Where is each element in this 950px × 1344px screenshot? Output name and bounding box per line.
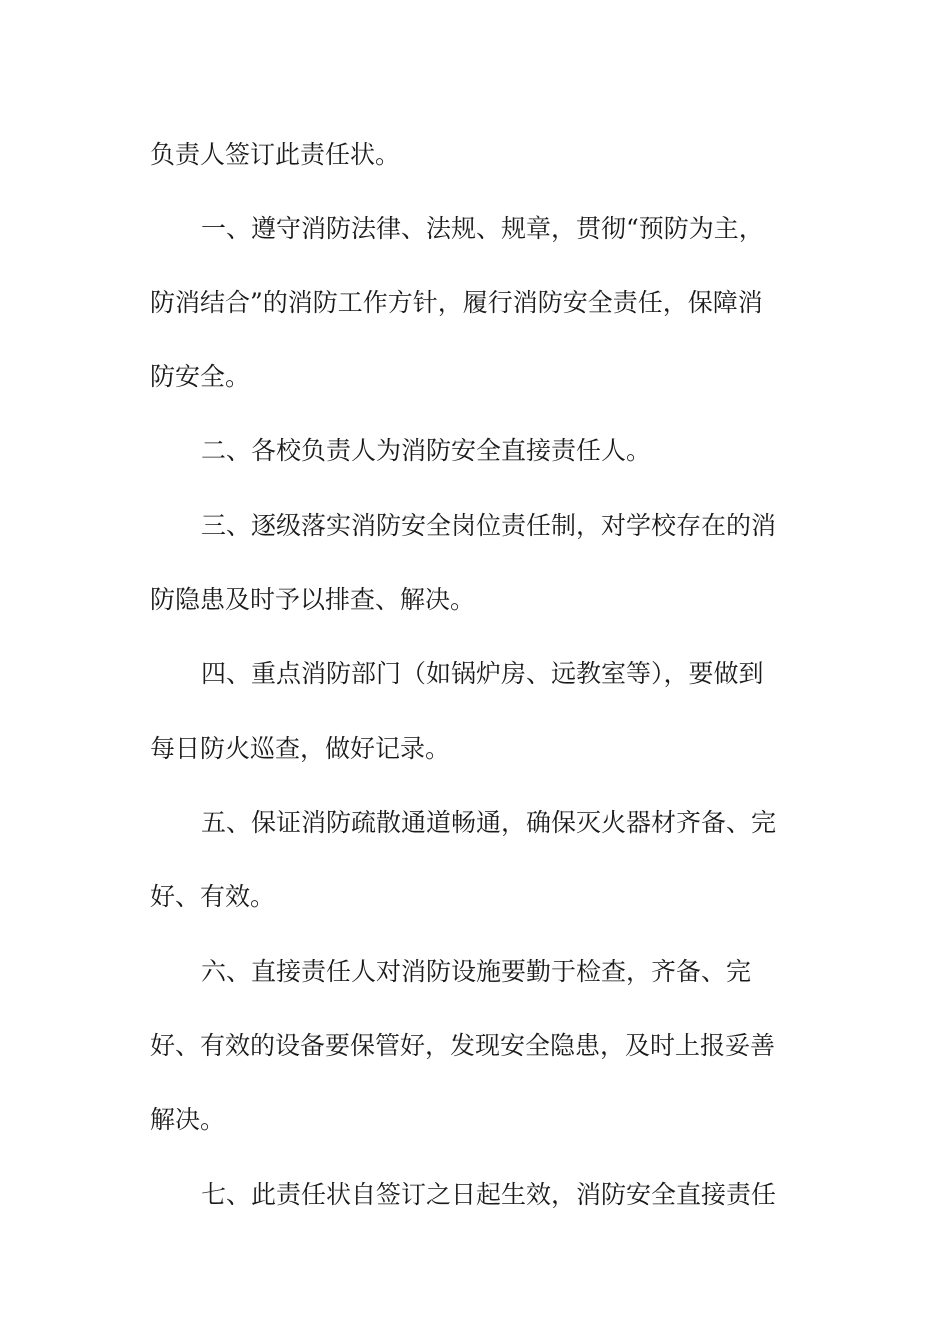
text-line: 负责人签订此责任状。	[150, 140, 401, 169]
text-line: 解决。	[150, 1105, 226, 1134]
paragraph-1-start: 一、遵守消防法律、法规、规章，贯彻“预防为主，	[201, 214, 764, 243]
text-line: 防消结合”的消防工作方针，履行消防安全责任，保障消	[150, 288, 763, 317]
paragraph-3-start: 三、逐级落实消防安全岗位责任制，对学校存在的消	[201, 511, 777, 540]
paragraph-6-start: 六、直接责任人对消防设施要勤于检查，齐备、完	[201, 957, 752, 986]
paragraph-5-start: 五、保证消防疏散通道畅通，确保灭火器材齐备、完	[201, 808, 777, 837]
paragraph-4-start: 四、重点消防部门（如锅炉房、远教室等），要做到	[201, 659, 764, 688]
text-line: 好、有效的设备要保管好，发现安全隐患，及时上报妥善	[150, 1031, 776, 1060]
paragraph-7-start: 七、此责任状自签订之日起生效，消防安全直接责任	[201, 1180, 777, 1209]
text-line: 防隐患及时予以排查、解决。	[150, 585, 476, 614]
text-line: 每日防火巡查，做好记录。	[150, 734, 451, 763]
paragraph-2-start: 二、各校负责人为消防安全直接责任人。	[201, 436, 652, 465]
text-line: 防安全。	[150, 362, 251, 391]
text-line: 好、有效。	[150, 882, 276, 911]
